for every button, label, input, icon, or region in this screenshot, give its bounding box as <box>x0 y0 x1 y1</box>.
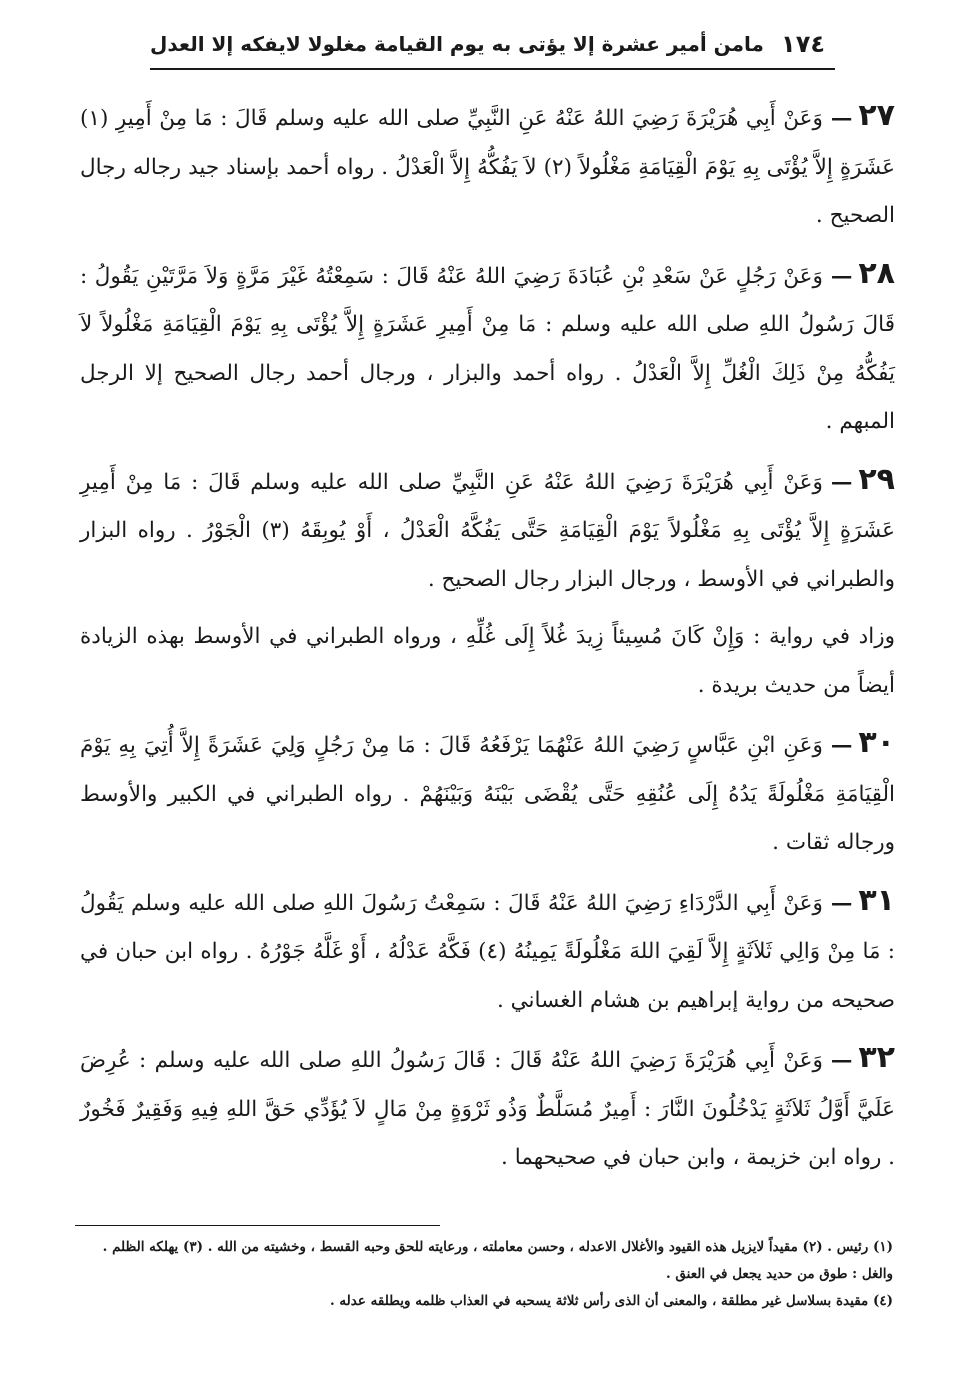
hadith-text: وَعَنْ أَبِي الدَّرْدَاءِ رَضِيَ اللهُ عَنْهُ قَالَ : سَمِعْتُ رَسُولَ اللهِ صلى الله عليه وسلم يَقُولُ : مَا مِنْ وَالِي ثَلاَثَةٍ إِلاَّ لَقِيَ اللهَ مَغْلُولَةً يَمِينُهُ (٤) فَكَّهُ عَدْلُهُ ، أَوْ غَلَّهُ جَوْرُهُ . رواه ابن حبان في صحيحه من رواية إبراهيم بن هشام الغساني . <box>80 890 896 1013</box>
hadith-number: ٣٠ <box>858 725 895 760</box>
hadith-number: ٣٢ <box>858 1040 895 1075</box>
hadith-separator: — <box>830 890 853 916</box>
hadith-text: وزاد في رواية : وَإِنْ كَانَ مُسِيئاً زِيدَ غُلاً إِلَى غُلِّهِ ، ورواه الطبراني في الأوسط بهذه الزيادة أيضاً من حديث بريدة . <box>80 624 895 698</box>
hadith-29 <box>80 456 895 605</box>
page-body <box>80 92 895 1192</box>
footnote-line: (١) رئيس . (٢) مقيداً لايزيل هذه القيود والأغلال الاعدله ، وحسن معاملته ، ورعايته للحق وحبه القسط ، وخشيته من الله . (٣) يهلكه الظلم . والغل : طوق من حديد يجعل في العنق . <box>102 1239 893 1282</box>
hadith-number: ٢٧ <box>858 98 895 133</box>
hadith-text: وَعَنْ رَجُلٍ عَنْ سَعْدِ بْنِ عُبَادَةَ رَضِيَ اللهُ عَنْهُ قَالَ : سَمِعْتُهُ غَيْرَ مَرَّةٍ وَلاَ مَرَّتَيْنِ يَقُولُ : قَالَ رَسُولُ اللهِ صلى الله عليه وسلم : مَا مِنْ أَمِيرِ عَشَرَةٍ إِلاَّ يُؤْتَى بِهِ يَوْمَ الْقِيَامَةِ مَغْلُولاً لاَ يَفُكُّهُ مِنْ ذَلِكَ الْغُلِّ إِلاَّ الْعَدْلُ . رواه أحمد والبزار ، ورجال أحمد رجال الصحيح إلا الرجل المبهم . <box>80 263 895 434</box>
hadith-text: وَعَنْ أَبِي هُرَيْرَةَ رَضِيَ اللهُ عَنْهُ عَنِ النَّبِيِّ صلى الله عليه وسلم قَالَ : مَا مِنْ أَمِيرِ عَشَرَةٍ إِلاَّ يُؤْتَى بِهِ مَغْلُولاً يَوْمَ الْقِيَامَةِ حَتَّى يَفُكَّهُ الْعَدْلُ ، أَوْ يُوبِقَهُ (٣) الْجَوْرُ . رواه البزار والطبراني في الأوسط ، ورجال البزار رجال الصحيح . <box>80 469 896 592</box>
page-header <box>150 20 835 70</box>
running-title: مامن أمير عشرة إلا يؤتى به يوم القيامة مغلولا لايفكه إلا العدل <box>150 32 764 56</box>
hadith-text: وَعَنِ ابْنِ عَبَّاسٍ رَضِيَ اللهُ عَنْهُمَا يَرْفَعُهُ قَالَ : مَا مِنْ رَجُلٍ وَلِيَ عَشَرَةً إِلاَّ أُتِيَ بِهِ يَوْمَ الْقِيَامَةِ مَغْلُولَةً يَدُهُ إِلَى عُنُقِهِ حَتَّى يُقْضَى بَيْنَهُ وَبَيْنَهُمْ . رواه الطبراني في الكبير والأوسط ورجاله ثقات . <box>80 733 895 855</box>
hadith-29-addition <box>80 613 895 710</box>
footnote-divider <box>75 1225 440 1226</box>
hadith-separator: — <box>830 733 853 758</box>
hadith-27 <box>80 92 895 241</box>
hadith-32 <box>80 1034 895 1183</box>
hadith-number: ٢٩ <box>858 461 895 497</box>
hadith-separator: — <box>830 469 853 495</box>
hadith-30 <box>80 719 895 868</box>
hadith-text: وَعَنْ أَبِي هُرَيْرَةَ رَضِيَ اللهُ عَنْهُ قَالَ : قَالَ رَسُولُ اللهِ صلى الله عليه وسلم : عُرِضَ عَلَيَّ أَوَّلُ ثَلاَثَةٍ يَدْخُلُونَ النَّارَ : أَمِيرٌ مُسَلَّطٌ وَذُو ثَرْوَةٍ مِنْ مَالٍ لاَ يُؤَدِّي حَقَّ اللهِ فِيهِ وَفَقِيرٌ فَخُورٌ . رواه ابن خزيمة ، وابن حبان في صحيحهما . <box>80 1048 895 1170</box>
hadith-28 <box>80 250 895 447</box>
hadith-31 <box>80 877 895 1026</box>
footnotes <box>75 1234 893 1315</box>
hadith-number: ٢٨ <box>858 255 895 291</box>
page-number: ١٧٤ <box>781 30 825 58</box>
hadith-separator: — <box>830 106 853 131</box>
hadith-text: وَعَنْ أَبِي هُرَيْرَةَ رَضِيَ اللهُ عَنْهُ عَنِ النَّبِيِّ صلى الله عليه وسلم قَالَ : مَا مِنْ أَمِيرِ (١) عَشَرَةٍ إِلاَّ يُؤْتَى بِهِ يَوْمَ الْقِيَامَةِ مَغْلُولاً (٢) لاَ يَفُكُّهُ إِلاَّ الْعَدْلُ . رواه أحمد بإسناد جيد رجاله رجال الصحيح . <box>80 106 895 228</box>
hadith-separator: — <box>830 263 853 289</box>
footnote-line: (٤) مقيدة بسلاسل غير مطلقة ، والمعنى أن الذى رأس ثلاثة يسحبه في العذاب ظلمه ويطلقه عدله . <box>330 1293 893 1309</box>
hadith-number: ٣١ <box>858 882 895 918</box>
hadith-separator: — <box>830 1048 853 1073</box>
